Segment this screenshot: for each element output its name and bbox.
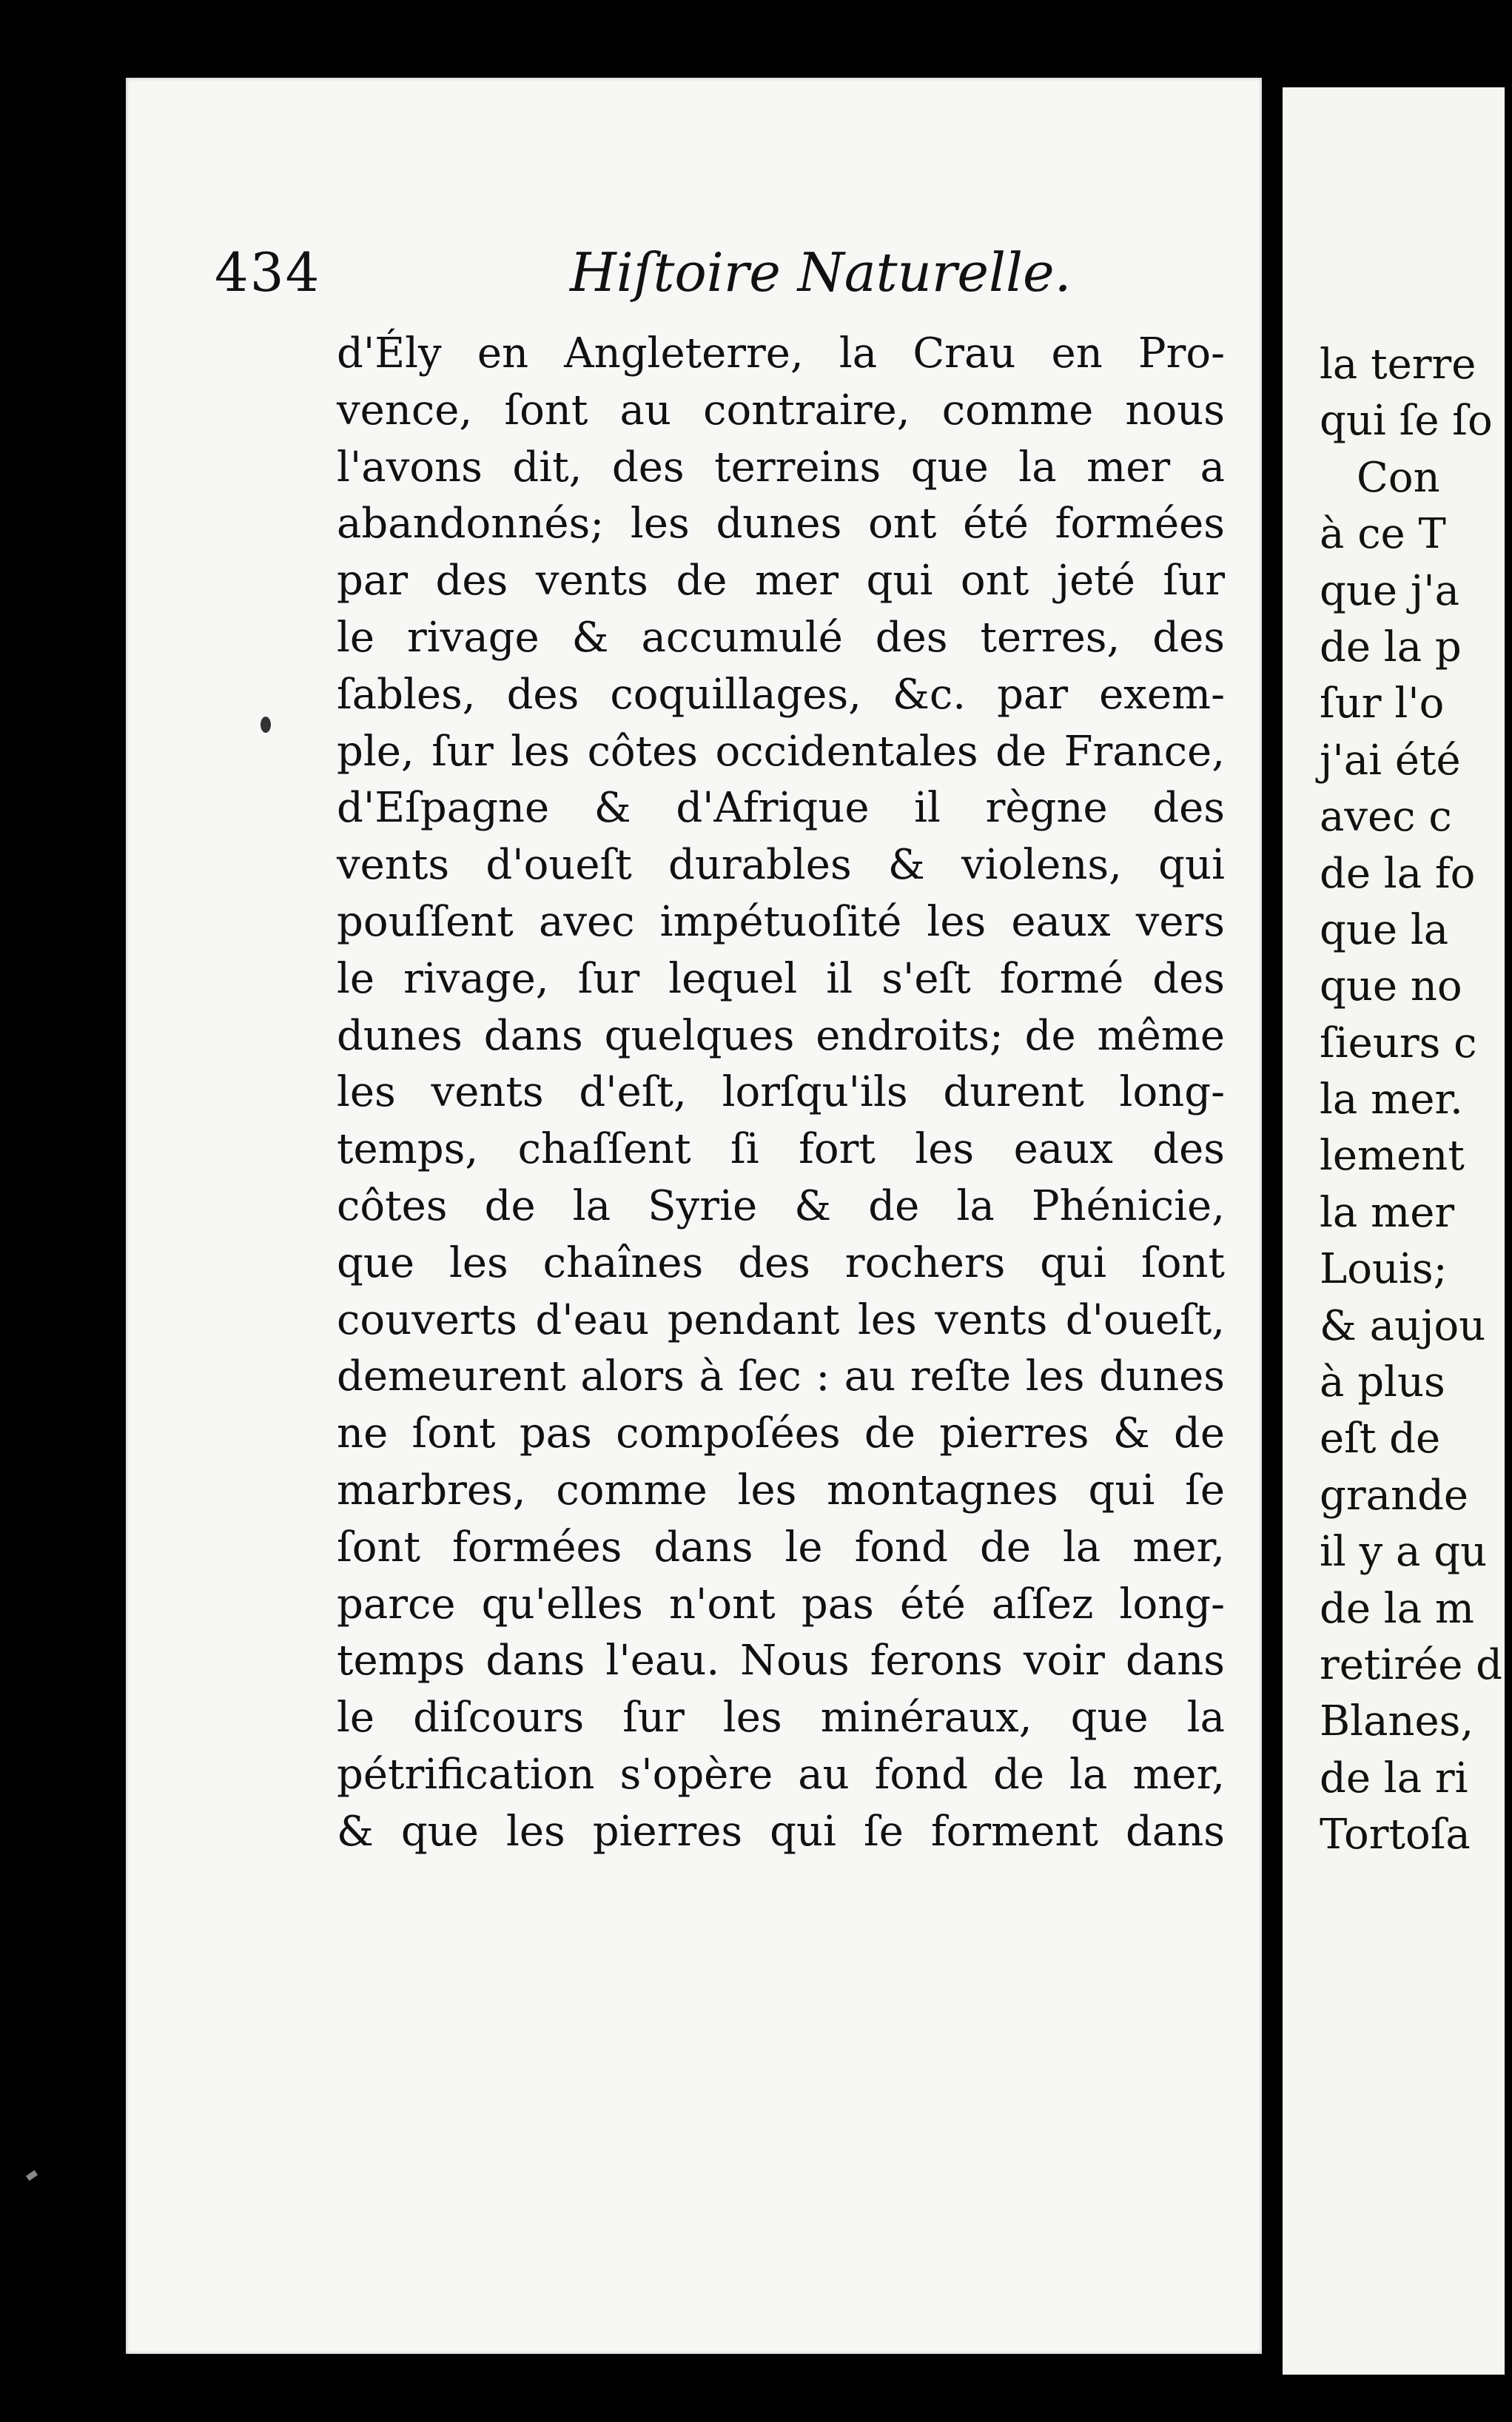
text-line: à ce T xyxy=(1320,510,1446,559)
text-line: lement xyxy=(1320,1132,1465,1181)
text-line: que les chaînes des rochers qui ſont xyxy=(337,1238,1225,1287)
text-line: Con xyxy=(1357,453,1440,502)
text-line: ſables, des coquillages, &c. par exem- xyxy=(337,670,1225,719)
text-line: retirée d xyxy=(1320,1640,1503,1689)
text-line: pétrification s'opère au fond de la mer, xyxy=(337,1750,1225,1799)
text-line: ne ſont pas compoſées de pierres & de xyxy=(337,1409,1225,1458)
text-line: ſieurs c xyxy=(1320,1019,1477,1067)
text-line: parce qu'elles n'ont pas été aſſez long- xyxy=(337,1580,1225,1628)
text-line: & aujou xyxy=(1320,1301,1486,1350)
right-page-body xyxy=(1320,337,1512,1864)
edge-mark xyxy=(26,2170,38,2181)
text-line: demeurent alors à ſec : au reſte les dunes xyxy=(337,1352,1225,1401)
text-line: par des vents de mer qui ont jeté ſur xyxy=(337,557,1225,606)
text-line: ple, ſur les côtes occidentales de France, xyxy=(337,727,1225,776)
text-line: qui ſe ſo xyxy=(1320,397,1493,446)
text-line: l'avons dit, des terreins que la mer a xyxy=(337,443,1225,492)
text-line: que la xyxy=(1320,905,1449,954)
text-line: la terre xyxy=(1320,341,1476,389)
text-line: la mer. xyxy=(1320,1076,1463,1124)
text-line: marbres, comme les montagnes qui ſe xyxy=(337,1466,1225,1514)
running-title: Hiſtoire Naturelle. xyxy=(570,241,1072,303)
text-line: côtes de la Syrie & de la Phénicie, xyxy=(337,1181,1225,1230)
text-line: les vents d'eſt, lorſqu'ils durent long- xyxy=(337,1068,1225,1117)
text-line: ſur l'o xyxy=(1320,680,1445,728)
text-line: grande xyxy=(1320,1471,1469,1520)
text-line: avec c xyxy=(1320,793,1452,842)
text-line: temps, chaſſent ſi fort les eaux des xyxy=(337,1125,1225,1174)
text-line: à plus xyxy=(1320,1358,1445,1407)
text-line: couverts d'eau pendant les vents d'oueſt, xyxy=(337,1295,1225,1344)
text-line: le rivage, ſur lequel il s'eſt formé des xyxy=(337,954,1225,1003)
text-line: & que les pierres qui ſe forment dans xyxy=(337,1807,1225,1856)
text-line: pouſſent avec impétuoſité les eaux vers xyxy=(337,897,1225,946)
running-header xyxy=(215,235,1236,317)
text-line: de la p xyxy=(1320,623,1462,671)
text-line: vence, ſont au contraire, comme nous xyxy=(337,386,1225,435)
text-line: d'Ély en Angleterre, la Crau en Pro- xyxy=(337,329,1225,378)
text-line: eſt de xyxy=(1320,1415,1441,1463)
text-line: de la m xyxy=(1320,1584,1474,1633)
page-number: 434 xyxy=(215,241,321,303)
text-line: Tortoſa xyxy=(1320,1811,1471,1859)
text-line: dunes dans quelques endroits; de même xyxy=(337,1011,1225,1060)
left-page-body xyxy=(337,326,1225,1861)
text-line: ſont formées dans le fond de la mer, xyxy=(337,1523,1225,1571)
text-line: le rivage & accumulé des terres, des xyxy=(337,613,1225,662)
text-line: le diſcours ſur les minéraux, que la xyxy=(337,1694,1225,1742)
text-line: d'Eſpagne & d'Afrique il règne des xyxy=(337,784,1225,833)
text-line: de la fo xyxy=(1320,849,1476,898)
text-line: vents d'oueſt durables & violens, qui xyxy=(337,841,1225,890)
text-line: de la ri xyxy=(1320,1754,1468,1802)
text-line: la mer xyxy=(1320,1188,1455,1237)
text-line: il y a qu xyxy=(1320,1528,1488,1577)
text-line: Blanes, xyxy=(1320,1697,1474,1746)
text-line: abandonnés; les dunes ont été formées xyxy=(337,500,1225,549)
ink-spot xyxy=(261,717,271,733)
text-line: que no xyxy=(1320,962,1462,1011)
text-line: temps dans l'eau. Nous ferons voir dans xyxy=(337,1637,1225,1685)
text-line: j'ai été xyxy=(1320,736,1461,785)
text-line: que j'a xyxy=(1320,566,1459,615)
text-line: Louis; xyxy=(1320,1245,1448,1294)
